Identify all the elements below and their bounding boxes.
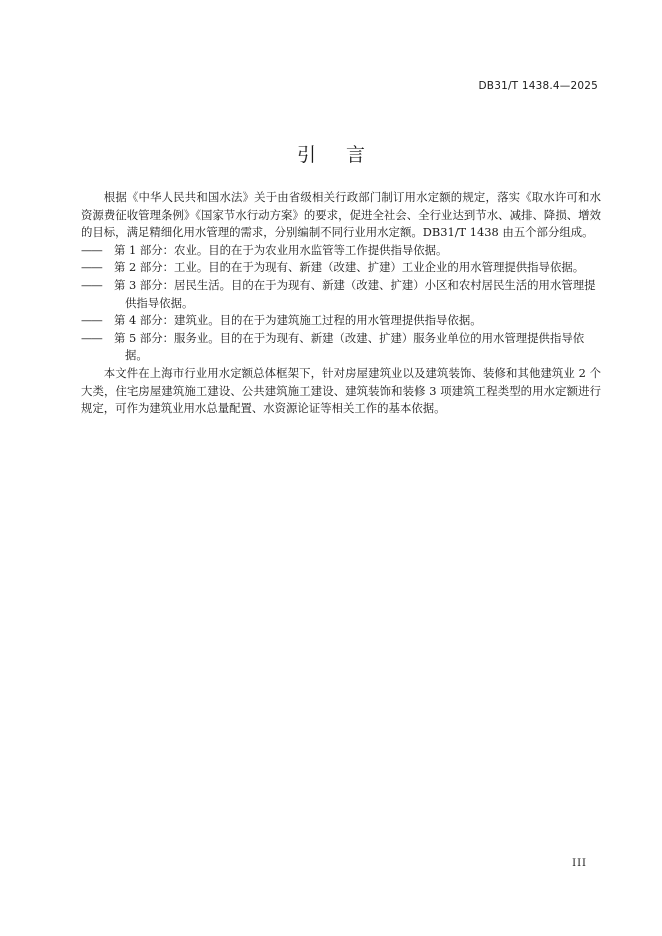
list-item-text: 第 3 部分：居民生活。目的在于为现有、新建（改建、扩建）小区和农村居民生活的用水管理提供指导依据。 xyxy=(114,277,596,310)
intro-paragraph: 根据《中华人民共和国水法》关于由省级相关行政部门制订用水定额的规定，落实《取水许可和水资源费征收管理条例》《国家节水行动方案》的要求，促进全社会、全行业达到节水、减排、降损、增效的目标，满足精细化用水管理的需求，分别编制不同行业用水定额。DB31/T 1438 由五个部分组成。 xyxy=(81,190,601,240)
closing-paragraph: 本文件在上海市行业用水定额总体框架下，针对房屋建筑业以及建筑装饰、装修和其他建筑业 2 个大类，住宅房屋建筑施工建设、公共建筑施工建设、建筑装饰和装修 3 项建筑工程类型的用水定额进行规定，可作为建筑业用水总量配置、水资源论证等相关工作的基本依据。 xyxy=(81,365,601,416)
list-item-text: 第 4 部分：建筑业。目的在于为建筑施工过程的用水管理提供指导依据。 xyxy=(114,313,482,328)
list-item-text: 第 1 部分：农业。目的在于为农业用水监管等工作提供指导依据。 xyxy=(114,242,448,257)
dash-marker: —— xyxy=(81,260,102,275)
page-number: III xyxy=(572,858,587,869)
document-code: DB31/T 1438.4—2025 xyxy=(478,80,598,92)
list-item-part-4 xyxy=(81,312,601,330)
list-item-text: 第 5 部分：服务业。目的在于为现有、新建（改建、扩建）服务业单位的用水管理提供指导依据。 xyxy=(114,330,585,363)
list-item-text: 第 2 部分：工业。目的在于为现有、新建（改建、扩建）工业企业的用水管理提供指导依据。 xyxy=(114,260,585,275)
list-item-part-5 xyxy=(81,330,601,365)
dash-marker: —— xyxy=(81,313,102,328)
list-item-part-2 xyxy=(81,259,601,277)
dash-marker: —— xyxy=(81,277,102,292)
dash-marker: —— xyxy=(81,330,102,345)
document-body xyxy=(81,189,601,418)
list-item-part-1 xyxy=(81,242,601,260)
list-item-part-3 xyxy=(81,277,601,312)
dash-marker: —— xyxy=(81,242,102,257)
page-title: 引言 xyxy=(296,144,395,166)
